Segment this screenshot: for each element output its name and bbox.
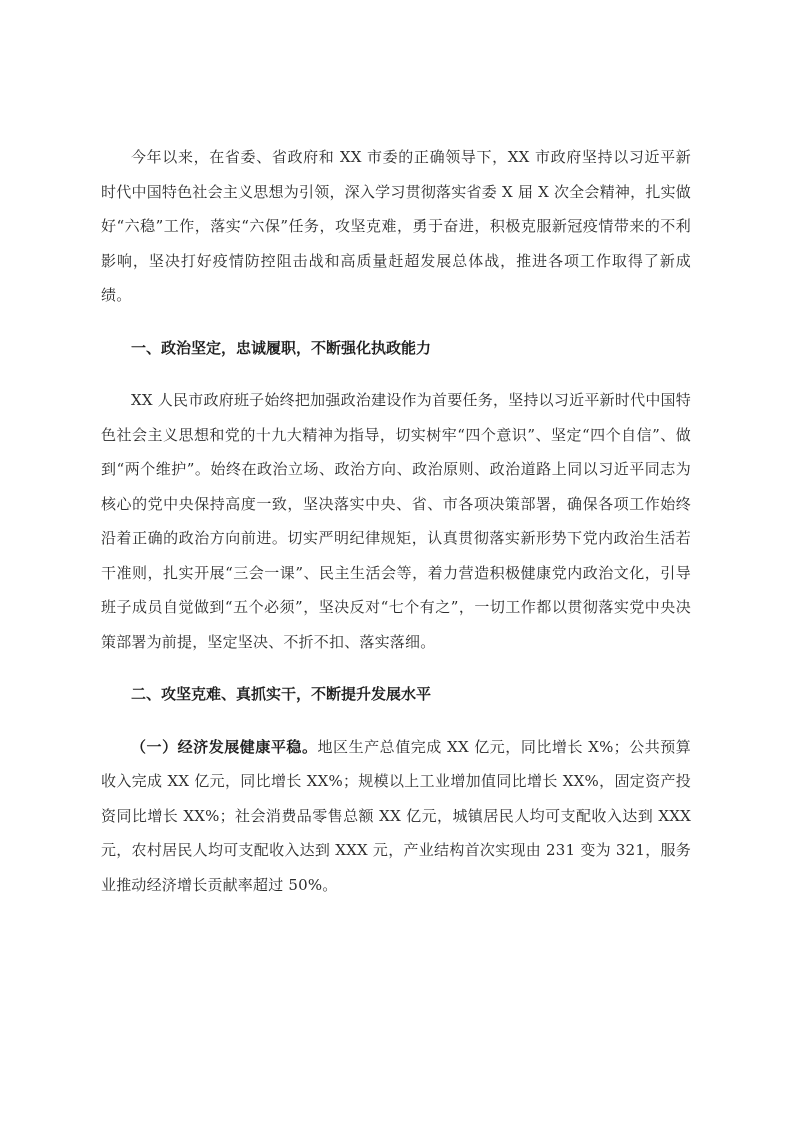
document-body — [101, 140, 691, 920]
intro-paragraph: 今年以来，在省委、省政府和 XX 市委的正确领导下，XX 市政府坚持以习近平新时代中国特色社会主义思想为引领，深入学习贯彻落实省委 X 届 X 次全会精神，扎实做好“六稳”工作，落实“六保”任务，攻坚克难，勇于奋进，积极克服新冠疫情带来的不利影响，坚决打好疫情防控阻击战和高质量赶超发展总体战，推进各项工作取得了新成绩。 — [101, 148, 691, 304]
section-2-sub-1-body: 地区生产总值完成 XX 亿元，同比增长 X%；公共预算收入完成 XX 亿元，同比增长 XX%；规模以上工业增加值同比增长 XX%，固定资产投资同比增长 XX%；社会消费品零售总额 XX 亿元，城镇居民人均可支配收入达到 XXX 元，农村居民人均可支配收入达到 XXX 元，产业结构首次实现由 231 变为 321，服务业推动经济增长贡献率超过 50%。 — [101, 737, 691, 894]
section-2-sub-1-lead: （一）经济发展健康平稳。 — [131, 737, 318, 756]
section-1-heading: 一、政治坚定，忠诚履职，不断强化执政能力 — [131, 338, 432, 357]
section-1-paragraph: XX 人民市政府班子始终把加强政治建设作为首要任务，坚持以习近平新时代中国特色社会主义思想和党的十九大精神为指导，切实树牢“四个意识”、坚定“四个自信”、做到“两个维护”。始终在政治立场、政治方向、政治原则、政治道路上同以习近平同志为核心的党中央保持高度一致，坚决落实中央、省、市各项决策部署，确保各项工作始终沿着正确的政治方向前进。切实严明纪律规矩，认真贯彻落实新形势下党内政治生活若干准则，扎实开展“三会一课”、民主生活会等，着力营造积极健康党内政治文化，引导班子成员自觉做到“五个必须”，坚决反对“七个有之”，一切工作都以贯彻落实党中央决策部署为前提，坚定坚决、不折不扣、落实落细。 — [101, 391, 691, 651]
section-2-heading: 二、攻坚克难、真抓实干，不断提升发展水平 — [131, 685, 432, 703]
section-2-sub-1-paragraph — [101, 730, 691, 903]
